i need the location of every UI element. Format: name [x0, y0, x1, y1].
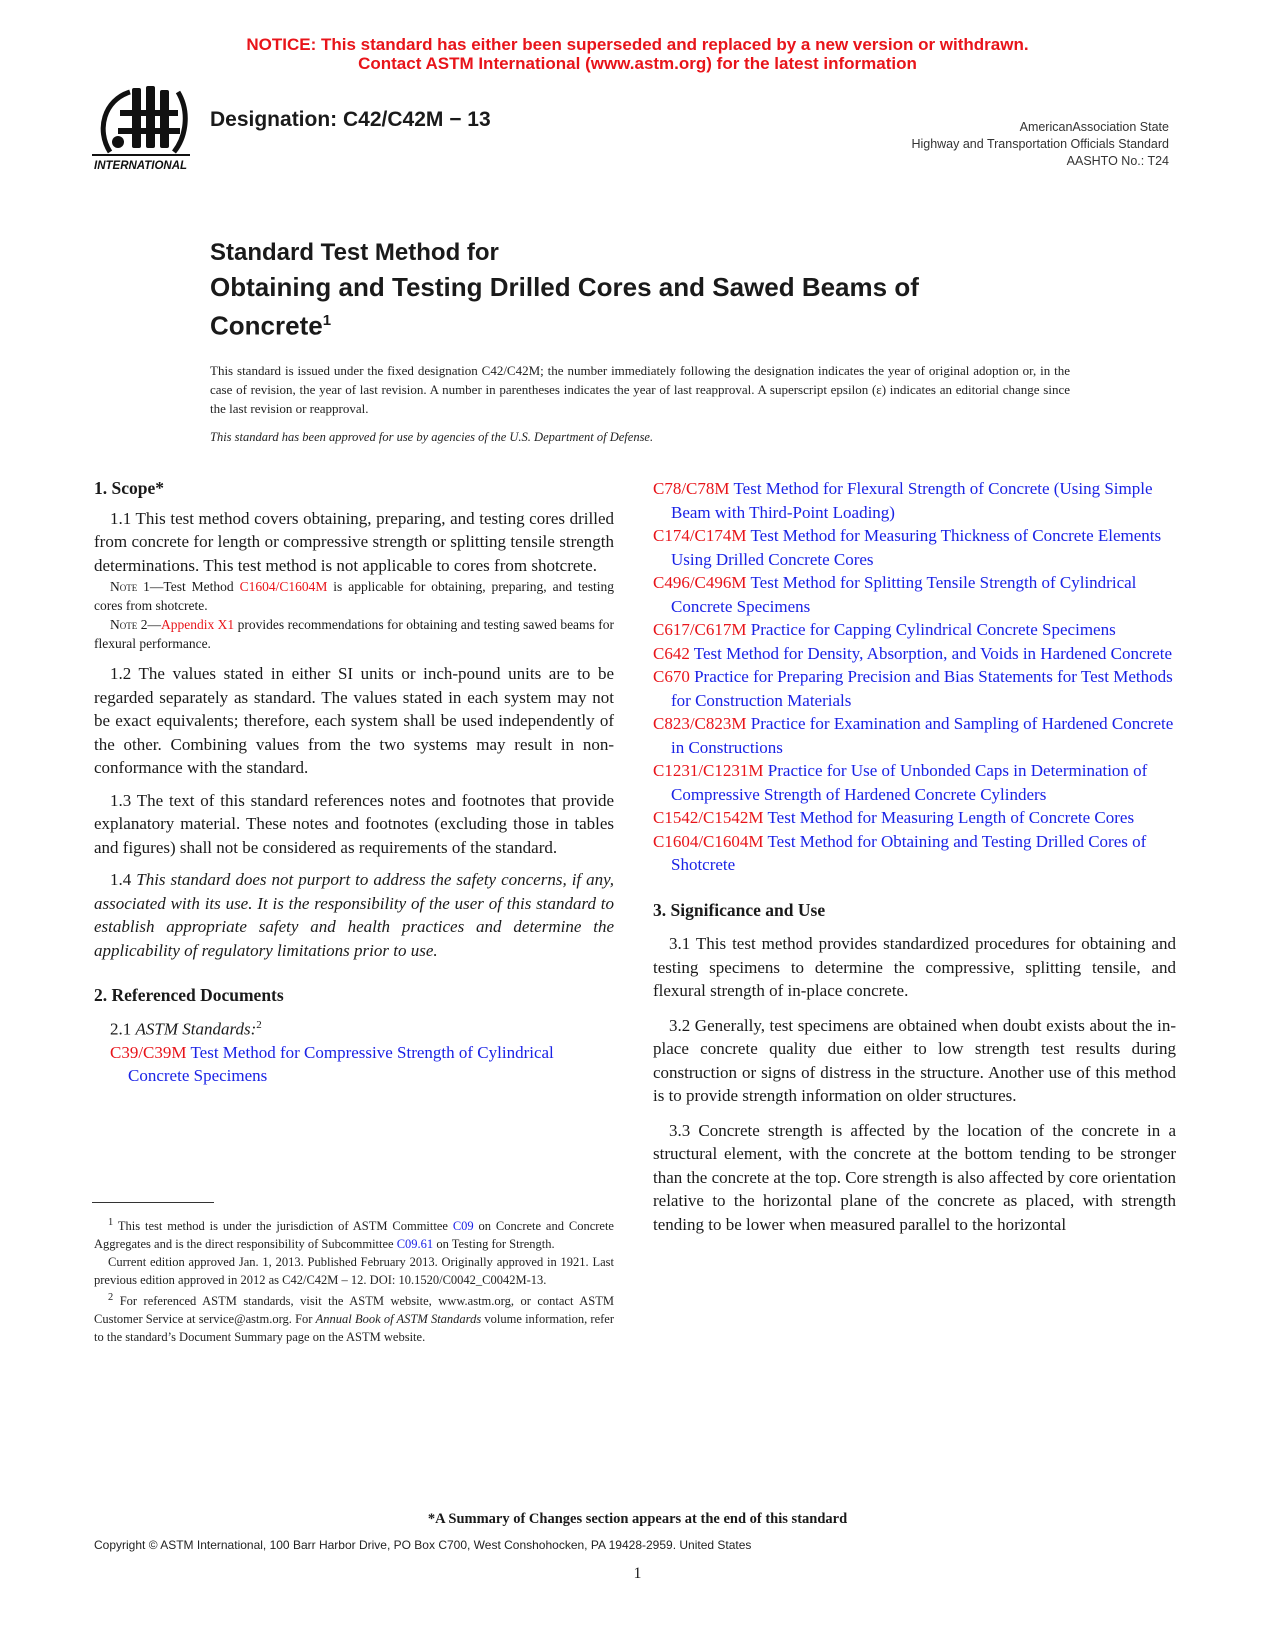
- para-3-1: 3.1 This test method provides standardized procedures for obtaining and testing specimens to determine the compressive, splitting tensile, and flexural strength of in-place concrete.: [653, 934, 1176, 1000]
- para-3-2: 3.2 Generally, test specimens are obtained when doubt exists about the in-place concrete quality due either to low strength test results during construction or signs of distress in the structure. Another use of this method is to provide strength information on older structures.: [653, 1015, 1176, 1105]
- title-line-1: Standard Test Method for: [210, 239, 499, 266]
- ref-item-6[interactable]: C670 Practice for Preparing Precision and Bias Statements for Test Methods for Construction Materials: [653, 667, 1173, 710]
- ref-item-1[interactable]: C78/C78M Test Method for Flexural Strength of Concrete (Using Simple Beam with Third-Point Loading): [653, 479, 1153, 522]
- note-1: Note 1—Test Method C1604/C1604M is applicable for obtaining, preparing, and testing cores from shotcrete.: [94, 579, 614, 613]
- section-2-heading: 2. Referenced Documents: [94, 985, 284, 1005]
- dod-approval: This standard has been approved for use by agencies of the U.S. Department of Defense.: [210, 430, 654, 444]
- withdrawal-notice: [0, 35, 1275, 73]
- ref-item-4[interactable]: C617/C617M Practice for Capping Cylindrical Concrete Specimens: [653, 620, 1116, 639]
- page-number: 1: [633, 1565, 642, 1582]
- document-title: [210, 236, 919, 343]
- aashto-line-2: Highway and Transportation Officials Standard: [911, 137, 1169, 151]
- designation: Designation: C42/C42M − 13: [210, 108, 491, 131]
- footnote-1-edition: Current edition approved Jan. 1, 2013. Published February 2013. Originally approved in 1921. Last previous edition approved in 2012 as C42/C42M – 12. DOI: 10.1520/C0042_C0042M-13.: [94, 1255, 614, 1288]
- astm-logo-mark: [90, 82, 202, 174]
- astm-logo: [90, 82, 202, 174]
- copyright: Copyright © ASTM International, 100 Barr Harbor Drive, PO Box C700, West Conshohocken, PA 19428-2959. United States: [94, 1538, 752, 1552]
- title-footnote-ref[interactable]: 1: [322, 312, 332, 329]
- right-column: [653, 477, 1176, 1236]
- title-line-3: Concrete$^1$: [210, 310, 332, 341]
- link-c09[interactable]: C09: [452, 1219, 474, 1234]
- section-3-heading: 3. Significance and Use: [653, 899, 826, 920]
- para-1-1: 1.1 This test method covers obtaining, preparing, and testing cores drilled from concrete for length or compressive strength or splitting tensile strength determinations. This test method is not applicable to cores from shotcrete.: [94, 508, 614, 575]
- link-appendix-x1[interactable]: Appendix X1: [160, 617, 235, 632]
- aashto-line-1: AmericanAssociation State: [1019, 120, 1169, 134]
- ref-item-3[interactable]: C496/C496M Test Method for Splitting Tensile Strength of Cylindrical Concrete Specimens: [653, 573, 1137, 616]
- footnote-1: $^1$ This test method is under the jurisdiction of ASTM Committee C09 on Concrete and Concrete Aggregates and is the direct responsibility of Subcommittee C09.61 on Testing for Strength.: [94, 1217, 614, 1252]
- left-column: [94, 477, 614, 1088]
- footnotes: [94, 1214, 614, 1346]
- ref-item-0[interactable]: C39/C39M Test Method for Compressive Strength of Cylindrical Concrete Specimens: [110, 1042, 554, 1086]
- aashto-info: [911, 119, 1169, 170]
- link-c1604[interactable]: C1604/C1604M: [239, 579, 328, 594]
- aashto-line-3: AASHTO No.: T24: [1066, 154, 1169, 168]
- ref-item-5[interactable]: C642 Test Method for Density, Absorption, and Voids in Hardened Concrete: [653, 643, 1172, 663]
- footnote-divider: [92, 1202, 214, 1203]
- ref-item-2[interactable]: C174/C174M Test Method for Measuring Thickness of Concrete Elements Using Drilled Concrete Cores: [653, 526, 1162, 569]
- note-2: Note 2—Appendix X1 provides recommendations for obtaining and testing sawed beams for flexural performance.: [94, 617, 615, 651]
- para-1-2: 1.2 The values stated in either SI units or inch-pound units are to be regarded separately as standard. The values stated in each system may not be exact equivalents; therefore, each system shall be used independently of the other. Combining values from the two systems may result in non-conformance with the standard.: [94, 664, 614, 777]
- logo-org-text: INTERNATIONAL: [94, 160, 188, 172]
- ref-item-9[interactable]: C1542/C1542M Test Method for Measuring Length of Concrete Cores: [653, 808, 1135, 827]
- astm-standards-subheading: 2.1 ASTM Standards:$^2$: [110, 1018, 262, 1039]
- link-c09-61[interactable]: C09.61: [396, 1237, 434, 1252]
- section-1-heading: 1. Scope*: [94, 478, 164, 498]
- footnote-2: $^2$ For referenced ASTM standards, visit the ASTM website, www.astm.org, or contact ASTM Customer Service at service@astm.org. For Annual Book of ASTM Standards volume information, refer to the standard’s Document Summary page on the ASTM website.: [94, 1292, 614, 1345]
- para-1-4: 1.4 This standard does not purport to address the safety concerns, if any, associated with its use. It is the responsibility of the user of this standard to establish appropriate safety and health practices and determine the applicability of regulatory limitations prior to use.: [94, 870, 614, 960]
- para-1-3: 1.3 The text of this standard references notes and footnotes that provide explanatory material. These notes and footnotes (excluding those in tables and figures) shall not be considered as requirements of the standard.: [94, 790, 614, 857]
- ref-item-8[interactable]: C1231/C1231M Practice for Use of Unbonded Caps in Determination of Compressive Strength of Hardened Concrete Cylinders: [653, 761, 1148, 804]
- notice-line-1: NOTICE: This standard has either been superseded and replaced by a new version or withdrawn.: [246, 35, 1029, 54]
- title-line-2: Obtaining and Testing Drilled Cores and Sawed Beams of: [210, 272, 919, 302]
- ref-item-7[interactable]: C823/C823M Practice for Examination and Sampling of Hardened Concrete in Constructions: [653, 714, 1174, 757]
- issuance-statement: This standard is issued under the fixed designation C42/C42M; the number immediately following the designation indicates the year of original adoption or, in the case of revision, the year of last revision. A number in parentheses indicates the year of last reapproval. A superscript epsilon (ε) indicates an editorial change since the last revision or reapproval.: [210, 363, 1070, 416]
- summary-of-changes-note: *A Summary of Changes section appears at the end of this standard: [427, 1511, 848, 1527]
- notice-line-2: Contact ASTM International (www.astm.org) for the latest information: [358, 54, 917, 73]
- para-3-3: 3.3 Concrete strength is affected by the location of the concrete in a structural element, with the concrete at the bottom tending to be stronger than the concrete at the top. Core strength is also affected by core orientation relative to the horizontal plane of the concrete as placed, with strength tending to be lower when measured parallel to the horizontal: [653, 1120, 1176, 1234]
- ref-item-10[interactable]: C1604/C1604M Test Method for Obtaining and Testing Drilled Cores of Shotcrete: [653, 831, 1147, 874]
